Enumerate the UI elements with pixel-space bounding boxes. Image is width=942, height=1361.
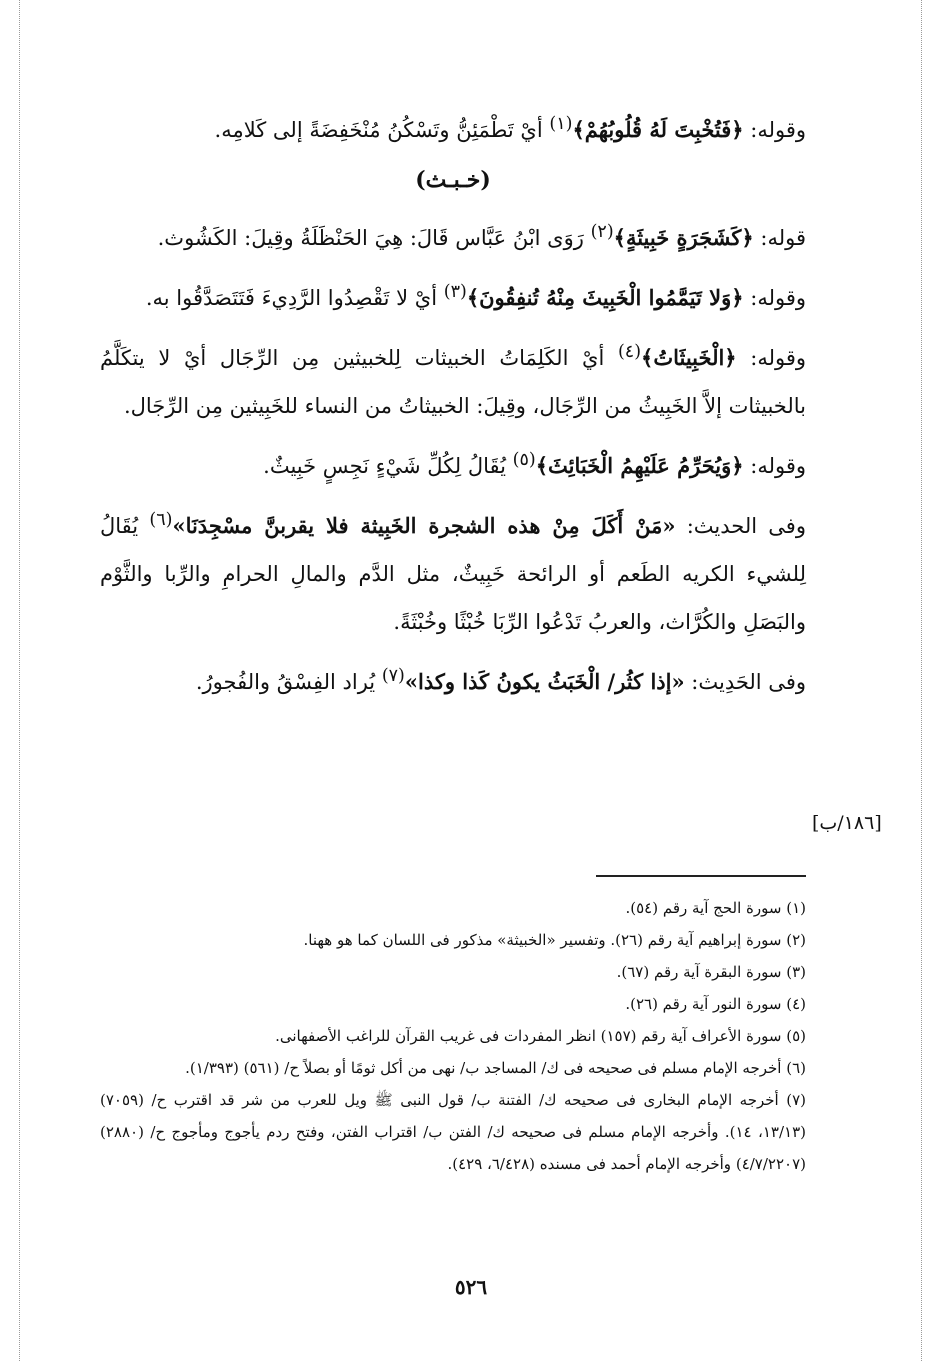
quran-quote: ﴿وَيُحَرِّمُ عَلَيْهِمُ الْخَبَائِثَ﴾ xyxy=(535,453,744,478)
footnote-marker: (٤) xyxy=(617,342,642,362)
footnote-marker: (٥) xyxy=(512,450,536,470)
hadith-quote: «إذا كثُر/ الْخَبَثُ يكونُ كَذا وكذا» xyxy=(404,669,685,694)
entry-intro: وقوله: xyxy=(743,454,806,478)
manuscript-folio-reference: [١٨٦/ب] xyxy=(812,812,882,834)
entry-intro: وقوله: xyxy=(743,286,806,310)
page-edge-line-right xyxy=(921,0,922,1361)
entry-paragraph xyxy=(100,652,806,706)
section-heading: (خـبـث) xyxy=(415,167,491,193)
entry-intro: قوله: xyxy=(753,226,806,250)
entry-paragraph xyxy=(100,328,806,430)
entry-intro: وفى الحديث: xyxy=(675,514,806,538)
entry-intro: وقوله: xyxy=(743,118,806,142)
footnote-separator xyxy=(596,875,806,877)
quran-quote: ﴿كَشَجَرَةٍ خَبِيثَةٍ﴾ xyxy=(613,225,754,250)
entry-text: أيْ لا تَقْصِدُوا الرَّدِيءَ فَتَتَصَدَّقُوا به. xyxy=(145,286,444,310)
entry-text: أيْ تَطْمَئِنُّ وتَسْكُنُ مُنْخَفِضَةً إلى كَلامِه. xyxy=(214,118,550,142)
entry-intro: وفى الحَدِيث: xyxy=(684,670,806,694)
quran-quote: ﴿الْخَبِيثَاتُ﴾ xyxy=(641,345,737,370)
footnote-marker: (١) xyxy=(549,114,573,134)
footnote: (٦) أخرجه الإمام مسلم فى صحيحه فى ك/ المساجد ب/ نهى من أكل ثومًا أو بصلاً ح/ (٥٦١) (١/٣٩٣). xyxy=(185,1059,806,1077)
entry-paragraph xyxy=(100,436,806,490)
entry-paragraph xyxy=(100,208,806,262)
footnote-marker: (٦) xyxy=(149,510,173,530)
hadith-quote: «مَنْ أَكَلَ مِنْ هذه الشجرة الخَبِيثة فلا يقربنَّ مسْجِدَنَا» xyxy=(172,513,676,538)
main-text xyxy=(100,100,806,712)
entry-paragraph xyxy=(100,496,806,646)
entry-text: يُقَالُ لِلشيء الكريه الطَعم أو الرائحة خَبِيثٌ، مثل الدَّم والمالِ الحرامِ والرِّبا والثَّوْم والبَصَلِ والكُرَّاث، والعربُ تَدْعُوا الرِّبَا خُبْثًا وخُبْثَةً. xyxy=(100,514,806,634)
footnote-marker: (٢) xyxy=(590,222,614,242)
footnote: (٢) سورة إبراهيم آية رقم (٢٦). وتفسير «الخبيثة» مذكور فى اللسان كما هو ههنا. xyxy=(303,931,806,949)
footnote-marker: (٧) xyxy=(381,666,405,686)
footnote: (٧) أخرجه الإمام البخارى فى صحيحه ك/ الفتنة ب/ قول النبى ﷺ ويل للعرب من شر قد اقترب ح/ (٧٠٥٩) (١٣/١٣، ١٤). وأخرجه الإمام مسلم فى صحيحه ك/ الفتن ب/ اقتراب الفتن، وفتح ردم يأجوج ومأجوج ح/ (٢٨٨٠) (٤/٧/٢٢٠٧) وأخرجه الإمام أحمد فى مسنده (٦/٤٢٨، ٤٢٩). xyxy=(100,1091,807,1173)
footnote: (٣) سورة البقرة آية رقم (٦٧). xyxy=(616,963,806,981)
entry-text: يُراد الفِسْقُ والفُجورُ. xyxy=(195,670,382,694)
page-edge-line-left xyxy=(19,0,20,1361)
entry-paragraph xyxy=(100,268,806,322)
page-number: ٥٢٦ xyxy=(454,1275,488,1299)
entry-intro: وقوله: xyxy=(736,346,807,370)
footnote-marker: (٣) xyxy=(443,282,467,302)
quran-quote: ﴿فَتُخْبِتَ لَهُ قُلُوبُهُمْ﴾ xyxy=(572,117,744,142)
entry-paragraph xyxy=(100,100,806,154)
entry-text: رَوَى ابْنُ عَبَّاس قَالَ: هِيَ الحَنْظَلَةُ وقِيلَ: الكَشُوث. xyxy=(157,226,591,250)
footnote: (٥) سورة الأعراف آية رقم (١٥٧) انظر المفردات فى غريب القرآن للراغب الأصفهانى. xyxy=(275,1027,806,1045)
footnotes xyxy=(100,892,806,1180)
footnote: (١) سورة الحج آية رقم (٥٤). xyxy=(625,899,806,917)
entry-text: أيْ الكَلِمَاتُ الخبيثات لِلخبيثين مِن الرِّجَال أيْ لا يتكَلَّمُ بالخبيثات إلاَّ الخَبِيثُ من الرِّجَال، وقِيلَ: الخبيثاتُ من النساء للخَبِيثين مِن الرِّجَال. xyxy=(100,346,806,418)
entry-text: يُقَالُ لِكُلِّ شَيْءٍ نَجِسٍ خَبِيثٌ. xyxy=(263,454,513,478)
footnote: (٤) سورة النور آية رقم (٢٦). xyxy=(625,995,806,1013)
quran-quote: ﴿وَلا تَيَمَّمُوا الْخَبِيثَ مِنْهُ تُنفِقُونَ﴾ xyxy=(466,285,744,310)
